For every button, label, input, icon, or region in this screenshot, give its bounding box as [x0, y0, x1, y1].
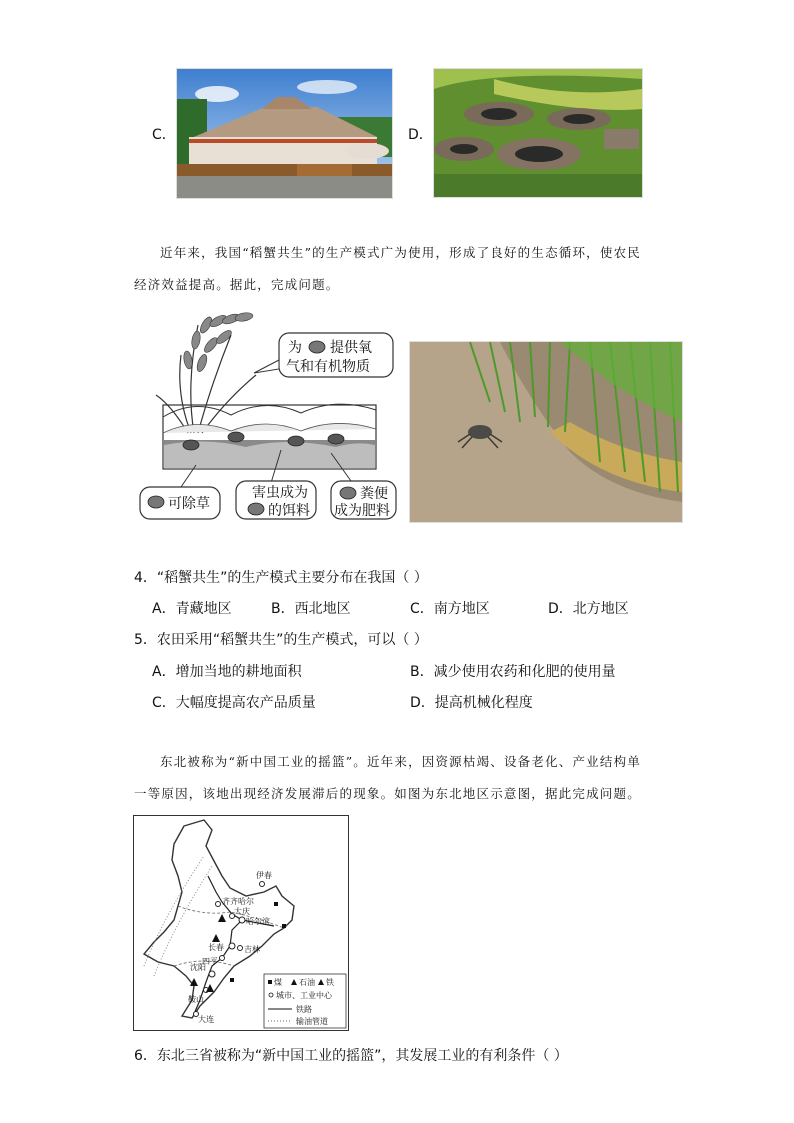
legend-railway: 铁路: [296, 1005, 312, 1014]
passage-rice-crab-line2: 经济效益提高。据此，完成问题。: [134, 277, 340, 292]
city-label-yichun: 伊春: [256, 871, 272, 880]
crab-icon: [148, 496, 164, 508]
bubble-top-text-3: 气和有机物质: [286, 359, 370, 375]
rice-crab-diagram: [136, 305, 398, 521]
question-4-option-d[interactable]: D．北方地区: [548, 601, 629, 617]
passage-rice-crab: [134, 237, 664, 301]
city-label-dalian: 大连: [198, 1015, 214, 1024]
bubble-pest-text-2: 的饵料: [268, 503, 310, 519]
city-label-qiqihar: 齐齐哈尔: [222, 897, 254, 906]
crab-icon: [309, 341, 325, 353]
crab-icon: [248, 503, 264, 515]
passage-northeast: [134, 746, 664, 810]
legend-iron: 铁: [326, 978, 334, 987]
rice-field-crab-photo: [409, 341, 683, 523]
question-5-option-c[interactable]: C．大幅度提高农产品质量: [152, 695, 316, 711]
bubble-top-text-2: 提供氧: [330, 340, 372, 356]
question-5-option-a[interactable]: A．增加当地的耕地面积: [152, 664, 302, 680]
city-label-anshan: 鞍山: [188, 995, 204, 1004]
option-d-photo-tulou: [433, 68, 643, 198]
bubble-pest-text-1: 害虫成为: [252, 485, 308, 501]
question-4-stem: 4．“稻蟹共生”的生产模式主要分布在我国（ ）: [134, 570, 428, 586]
city-label-shenyang: 沈阳: [190, 963, 206, 972]
bubble-top-text-1: 为: [288, 340, 302, 356]
question-6-stem: 6．东北三省被称为“新中国工业的摇篮”，其发展工业的有利条件（ ）: [134, 1048, 568, 1064]
city-label-siping: 四平: [202, 957, 218, 966]
legend-pipeline: 输油管道: [296, 1017, 328, 1026]
city-label-jilin: 吉林: [244, 945, 260, 954]
question-4-option-c[interactable]: C．南方地区: [410, 601, 490, 617]
legend-oil: 石油: [299, 978, 315, 987]
northeast-china-map: [133, 815, 349, 1031]
question-5-option-d[interactable]: D．提高机械化程度: [410, 695, 533, 711]
passage-northeast-line2: 一等原因，该地出现经济发展滞后的现象。如图为东北地区示意图，据此完成问题。: [134, 786, 641, 801]
crab-icon: [340, 487, 356, 499]
legend-city: 城市、工业中心: [276, 991, 332, 1000]
map-legend: [264, 974, 346, 1028]
bubble-manure-text-1: 粪便: [360, 486, 388, 502]
question-5-option-b[interactable]: B．减少使用农药和化肥的使用量: [410, 664, 616, 680]
option-c-label: C．: [152, 127, 176, 143]
city-label-changchun: 长春: [208, 943, 224, 952]
city-label-daqing: 大庆: [234, 907, 250, 916]
bubble-weed-text: 可除草: [168, 496, 210, 512]
question-5-stem: 5．农田采用“稻蟹共生”的生产模式，可以（ ）: [134, 632, 428, 648]
legend-coal: 煤: [274, 978, 282, 987]
passage-northeast-line1: 东北被称为“新中国工业的摇篮”。近年来，因资源枯竭、设备老化、产业结构单: [160, 754, 641, 769]
bubble-manure-text-2: 成为肥料: [334, 503, 390, 519]
question-4-option-b[interactable]: B．西北地区: [271, 601, 351, 617]
passage-rice-crab-line1: 近年来，我国“稻蟹共生”的生产模式广为使用，形成了良好的生态循环，使农民: [160, 245, 641, 260]
city-label-harbin: 哈尔滨: [246, 917, 270, 926]
option-d-label: D．: [408, 127, 433, 143]
question-4-option-a[interactable]: A．青藏地区: [152, 601, 232, 617]
option-c-photo-yurt: [176, 68, 393, 199]
